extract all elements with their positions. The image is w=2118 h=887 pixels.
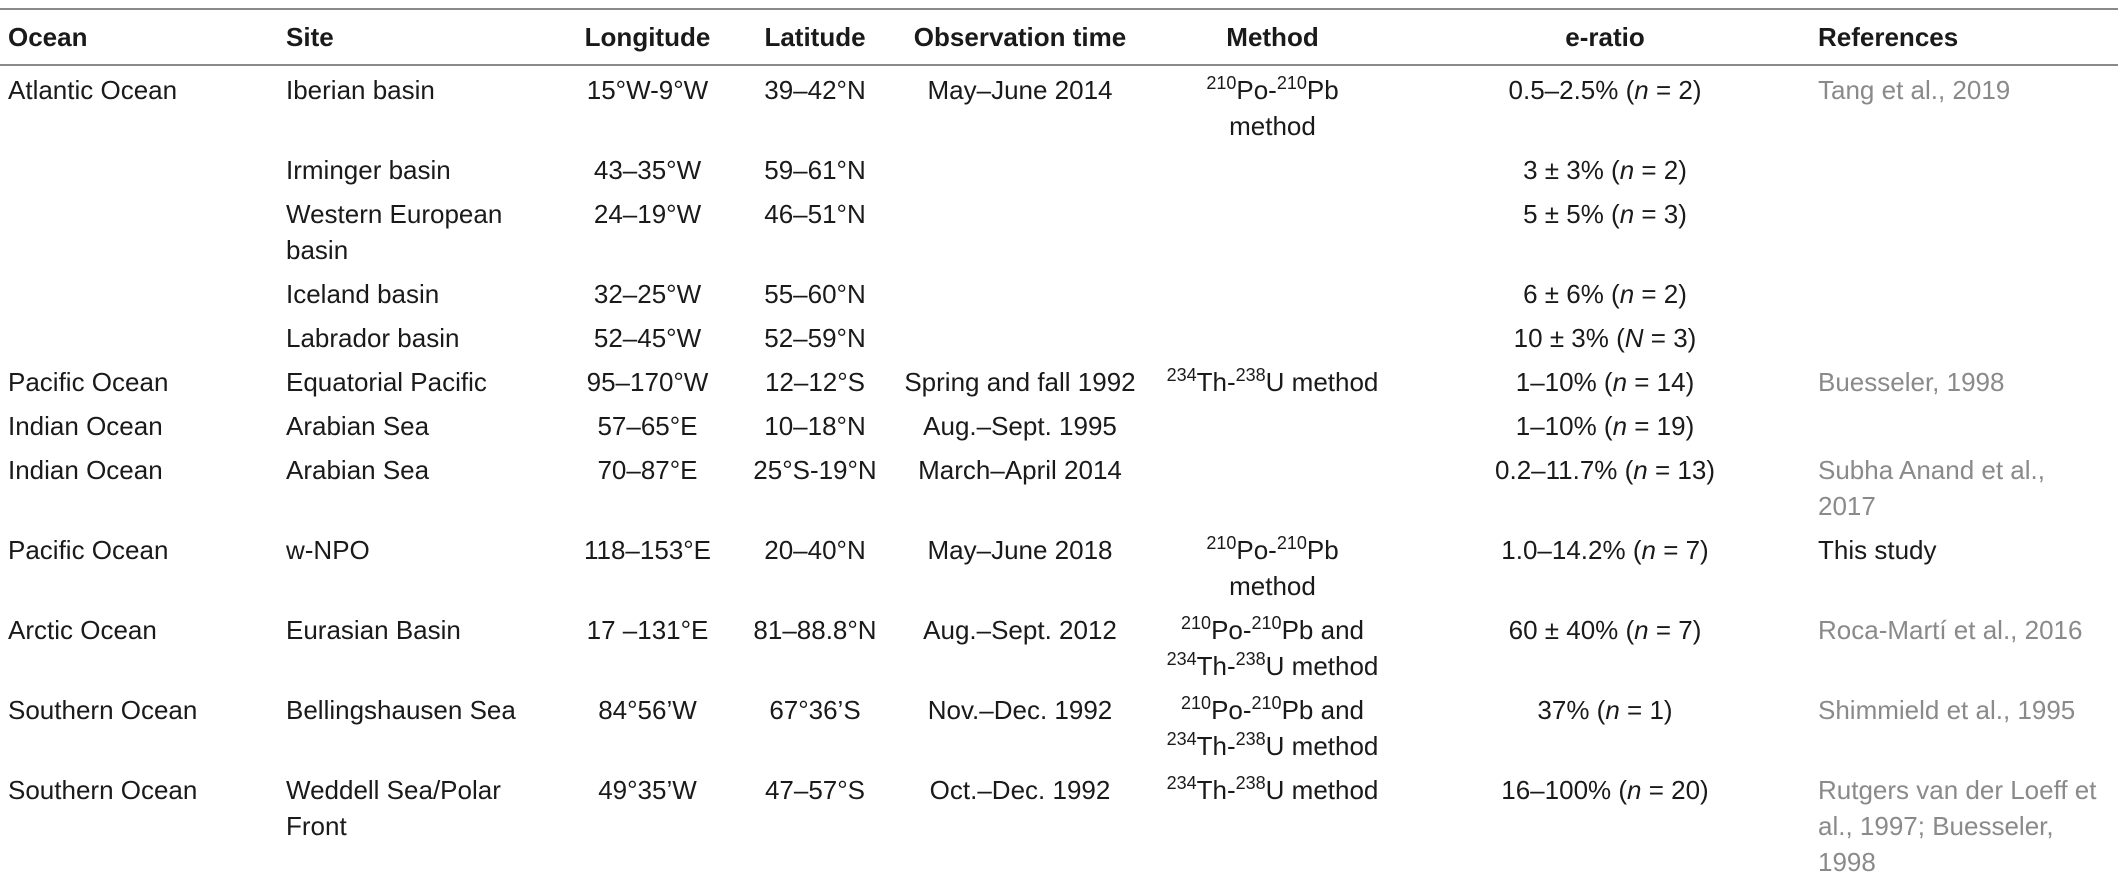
- isotope-symbol: U method: [1265, 651, 1379, 681]
- cell-site: Arabian Sea: [286, 411, 430, 441]
- cell-observation-time: [895, 314, 1145, 358]
- cell-ocean: [0, 146, 278, 190]
- cell-observation-time: Spring and fall 1992: [904, 367, 1136, 397]
- cell-reference: Shimmield et al., 1995: [1818, 695, 2076, 725]
- cell-method: [1145, 270, 1400, 314]
- table-row: [0, 526, 2118, 606]
- table-row: [0, 314, 2118, 358]
- sample-count: = 20): [1641, 775, 1709, 805]
- cell-observation-time: May–June 2018: [927, 535, 1113, 565]
- header-observation-time: Observation time: [913, 22, 1127, 52]
- cell-ocean: Pacific Ocean: [8, 535, 169, 565]
- cell-ocean: [0, 314, 278, 358]
- cell-longitude: 118–153°E: [583, 535, 712, 565]
- isotope-symbol: U method: [1265, 367, 1379, 397]
- cell-e-ratio: [1400, 402, 1810, 446]
- cell-site: Arabian Sea: [286, 455, 430, 485]
- isotope-symbol: Pb and: [1281, 615, 1364, 645]
- isotope-mass: 234: [1166, 773, 1197, 793]
- header-ocean: Ocean: [8, 22, 88, 52]
- cell-longitude: 84°56’W: [598, 695, 697, 725]
- isotope-symbol: Th-: [1196, 651, 1236, 681]
- cell-observation-time: Aug.–Sept. 1995: [923, 411, 1117, 441]
- table-row: [0, 65, 2118, 146]
- isotope-symbol: Th-: [1196, 775, 1236, 805]
- sample-count-symbol: n: [1619, 279, 1635, 309]
- cell-ocean: Southern Ocean: [8, 695, 198, 725]
- cell-reference: [1810, 190, 2118, 270]
- cell-ocean: Indian Ocean: [8, 411, 163, 441]
- sample-count-symbol: n: [1612, 367, 1628, 397]
- cell-longitude: 24–19°W: [593, 199, 702, 229]
- cell-reference: [1810, 314, 2118, 358]
- sample-count-symbol: n: [1627, 775, 1642, 805]
- cell-observation-time: [895, 190, 1145, 270]
- isotope-mass: 210: [1181, 613, 1212, 633]
- cell-method: [1145, 314, 1400, 358]
- isotope-mass: 210: [1181, 693, 1212, 713]
- cell-observation-time: Nov.–Dec. 1992: [927, 695, 1113, 725]
- isotope-mass: 210: [1206, 73, 1237, 93]
- cell-e-ratio: [1400, 526, 1810, 606]
- cell-longitude: 52–45°W: [593, 323, 702, 353]
- cell-site: Western European basin: [286, 199, 503, 265]
- e-ratio-value: 37% (: [1537, 695, 1606, 725]
- table-row: [0, 606, 2118, 686]
- isotope-symbol: Pb and: [1281, 695, 1364, 725]
- cell-e-ratio: [1400, 314, 1810, 358]
- cell-latitude: 52–59°N: [764, 323, 866, 353]
- sample-count-symbol: n: [1634, 75, 1649, 105]
- cell-ocean: Arctic Ocean: [8, 615, 157, 645]
- header-references: References: [1818, 22, 1959, 52]
- cell-method: [1145, 446, 1400, 526]
- isotope-symbol: Pb: [1306, 535, 1339, 565]
- sample-count: = 14): [1627, 367, 1695, 397]
- e-ratio-value: 16–100% (: [1501, 775, 1628, 805]
- isotope-symbol: Po-: [1236, 75, 1277, 105]
- cell-observation-time: Aug.–Sept. 2012: [923, 615, 1117, 645]
- cell-e-ratio: [1400, 446, 1810, 526]
- table-row: [0, 402, 2118, 446]
- e-ratio-value: 10 ± 3% (: [1513, 323, 1625, 353]
- cell-latitude: 39–42°N: [764, 75, 866, 105]
- cell-e-ratio: [1400, 190, 1810, 270]
- table-body: [0, 65, 2118, 882]
- e-ratio-value: 1.0–14.2% (: [1501, 535, 1642, 565]
- e-ratio-value: 1–10% (: [1515, 411, 1613, 441]
- table-row: [0, 686, 2118, 766]
- sample-count: = 2): [1634, 279, 1687, 309]
- cell-reference: Rutgers van der Loeff et al., 1997; Buesseler, 1998: [1818, 775, 2097, 877]
- isotope-mass: 234: [1166, 649, 1197, 669]
- cell-latitude: 47–57°S: [764, 775, 866, 805]
- cell-latitude: 10–18°N: [764, 411, 866, 441]
- cell-latitude: 12–12°S: [764, 367, 866, 397]
- isotope-mass: 238: [1235, 649, 1266, 669]
- cell-latitude: 25°S-19°N: [753, 455, 877, 485]
- cell-ocean: Southern Ocean: [8, 775, 198, 805]
- cell-e-ratio: [1400, 686, 1810, 766]
- e-ratio-value: 5 ± 5% (: [1523, 199, 1620, 229]
- cell-method: [1145, 146, 1400, 190]
- cell-method: [1145, 358, 1400, 402]
- sample-count-symbol: n: [1619, 199, 1635, 229]
- cell-method: [1145, 766, 1400, 882]
- cell-ocean: Atlantic Ocean: [8, 75, 178, 105]
- isotope-symbol: Po-: [1211, 615, 1252, 645]
- sample-count: = 3): [1643, 323, 1697, 353]
- cell-method: [1145, 190, 1400, 270]
- cell-observation-time: March–April 2014: [918, 455, 1122, 485]
- isotope-mass: 238: [1235, 729, 1266, 749]
- cell-site: Weddell Sea/Polar Front: [286, 775, 501, 841]
- isotope-mass: 234: [1166, 365, 1197, 385]
- cell-latitude: 67°36’S: [769, 695, 861, 725]
- isotope-mass: 238: [1235, 365, 1266, 385]
- e-ratio-value: 60 ± 40% (: [1508, 615, 1635, 645]
- cell-site: Iceland basin: [286, 279, 440, 309]
- cell-longitude: 17 –131°E: [586, 615, 709, 645]
- sample-count-symbol: n: [1634, 615, 1649, 645]
- cell-longitude: 15°W-9°W: [586, 75, 709, 105]
- cell-method: [1145, 402, 1400, 446]
- cell-longitude: 43–35°W: [593, 155, 702, 185]
- cell-observation-time: [895, 270, 1145, 314]
- cell-ocean: [0, 270, 278, 314]
- cell-latitude: 59–61°N: [764, 155, 866, 185]
- cell-site: Irminger basin: [286, 155, 451, 185]
- sample-count-symbol: N: [1624, 323, 1644, 353]
- table-row: [0, 146, 2118, 190]
- cell-e-ratio: [1400, 65, 1810, 146]
- cell-e-ratio: [1400, 358, 1810, 402]
- cell-site: w-NPO: [286, 535, 370, 565]
- data-table: [0, 8, 2118, 882]
- sample-count: = 7): [1655, 535, 1709, 565]
- cell-longitude: 70–87°E: [597, 455, 698, 485]
- isotope-mass: 210: [1276, 533, 1307, 553]
- sample-count-symbol: n: [1619, 155, 1635, 185]
- e-ratio-value: 0.5–2.5% (: [1508, 75, 1635, 105]
- cell-reference: Roca-Martí et al., 2016: [1818, 615, 2083, 645]
- cell-reference: This study: [1818, 535, 1937, 565]
- cell-reference: Subha Anand et al., 2017: [1818, 455, 2045, 521]
- cell-method: [1145, 606, 1400, 686]
- e-ratio-value: 0.2–11.7% (: [1495, 455, 1634, 485]
- cell-e-ratio: [1400, 606, 1810, 686]
- cell-ocean: Indian Ocean: [8, 455, 163, 485]
- isotope-symbol: Po-: [1236, 535, 1277, 565]
- isotope-mass: 210: [1276, 73, 1307, 93]
- e-ratio-value: 1–10% (: [1515, 367, 1613, 397]
- header-latitude: Latitude: [764, 22, 866, 52]
- cell-reference: [1810, 146, 2118, 190]
- sample-count: = 13): [1647, 455, 1715, 485]
- cell-observation-time: Oct.–Dec. 1992: [929, 775, 1111, 805]
- isotope-mass: 210: [1251, 613, 1282, 633]
- cell-observation-time: [895, 146, 1145, 190]
- cell-site: Bellingshausen Sea: [286, 695, 516, 725]
- isotope-symbol: Th-: [1196, 367, 1236, 397]
- cell-e-ratio: [1400, 146, 1810, 190]
- cell-longitude: 32–25°W: [593, 279, 702, 309]
- sample-count: = 1): [1619, 695, 1673, 725]
- cell-latitude: 20–40°N: [764, 535, 866, 565]
- cell-latitude: 81–88.8°N: [753, 615, 877, 645]
- cell-longitude: 95–170°W: [586, 367, 709, 397]
- cell-ocean: [0, 190, 278, 270]
- isotope-symbol: Po-: [1211, 695, 1252, 725]
- cell-latitude: 46–51°N: [764, 199, 866, 229]
- cell-site: Equatorial Pacific: [286, 367, 487, 397]
- sample-count-symbol: n: [1612, 411, 1628, 441]
- isotope-mass: 210: [1251, 693, 1282, 713]
- cell-longitude: 57–65°E: [597, 411, 698, 441]
- sample-count: = 19): [1627, 411, 1695, 441]
- cell-reference: [1810, 402, 2118, 446]
- header-longitude: Longitude: [584, 22, 711, 52]
- cell-e-ratio: [1400, 270, 1810, 314]
- table-row: [0, 766, 2118, 882]
- method-text: method: [1229, 111, 1316, 141]
- cell-observation-time: May–June 2014: [927, 75, 1113, 105]
- table-row: [0, 446, 2118, 526]
- header-row: [0, 9, 2118, 65]
- cell-method: [1145, 686, 1400, 766]
- header-e-ratio: e-ratio: [1565, 22, 1645, 52]
- isotope-symbol: U method: [1265, 775, 1379, 805]
- sample-count-symbol: n: [1641, 535, 1656, 565]
- cell-site: Labrador basin: [286, 323, 460, 353]
- isotope-symbol: Th-: [1196, 731, 1236, 761]
- cell-reference: Tang et al., 2019: [1818, 75, 2011, 105]
- cell-ocean: Pacific Ocean: [8, 367, 169, 397]
- cell-site: Iberian basin: [286, 75, 435, 105]
- isotope-mass: 210: [1206, 533, 1237, 553]
- isotope-symbol: U method: [1265, 731, 1379, 761]
- sample-count: = 7): [1648, 615, 1702, 645]
- sample-count: = 2): [1648, 75, 1702, 105]
- cell-method: [1145, 526, 1400, 606]
- e-ratio-value: 6 ± 6% (: [1523, 279, 1620, 309]
- cell-latitude: 55–60°N: [764, 279, 866, 309]
- isotope-mass: 238: [1235, 773, 1266, 793]
- method-text: method: [1229, 571, 1316, 601]
- isotope-mass: 234: [1166, 729, 1197, 749]
- header-site: Site: [286, 22, 334, 52]
- isotope-symbol: Pb: [1306, 75, 1339, 105]
- cell-longitude: 49°35’W: [598, 775, 697, 805]
- cell-method: [1145, 65, 1400, 146]
- table-row: [0, 358, 2118, 402]
- cell-reference: [1810, 270, 2118, 314]
- e-ratio-value: 3 ± 3% (: [1523, 155, 1620, 185]
- sample-count-symbol: n: [1633, 455, 1648, 485]
- table-row: [0, 270, 2118, 314]
- sample-count: = 2): [1634, 155, 1687, 185]
- sample-count-symbol: n: [1605, 695, 1620, 725]
- sample-count: = 3): [1634, 199, 1687, 229]
- cell-site: Eurasian Basin: [286, 615, 461, 645]
- table-row: [0, 190, 2118, 270]
- cell-e-ratio: [1400, 766, 1810, 882]
- cell-reference: Buesseler, 1998: [1818, 367, 2005, 397]
- header-method: Method: [1226, 22, 1319, 52]
